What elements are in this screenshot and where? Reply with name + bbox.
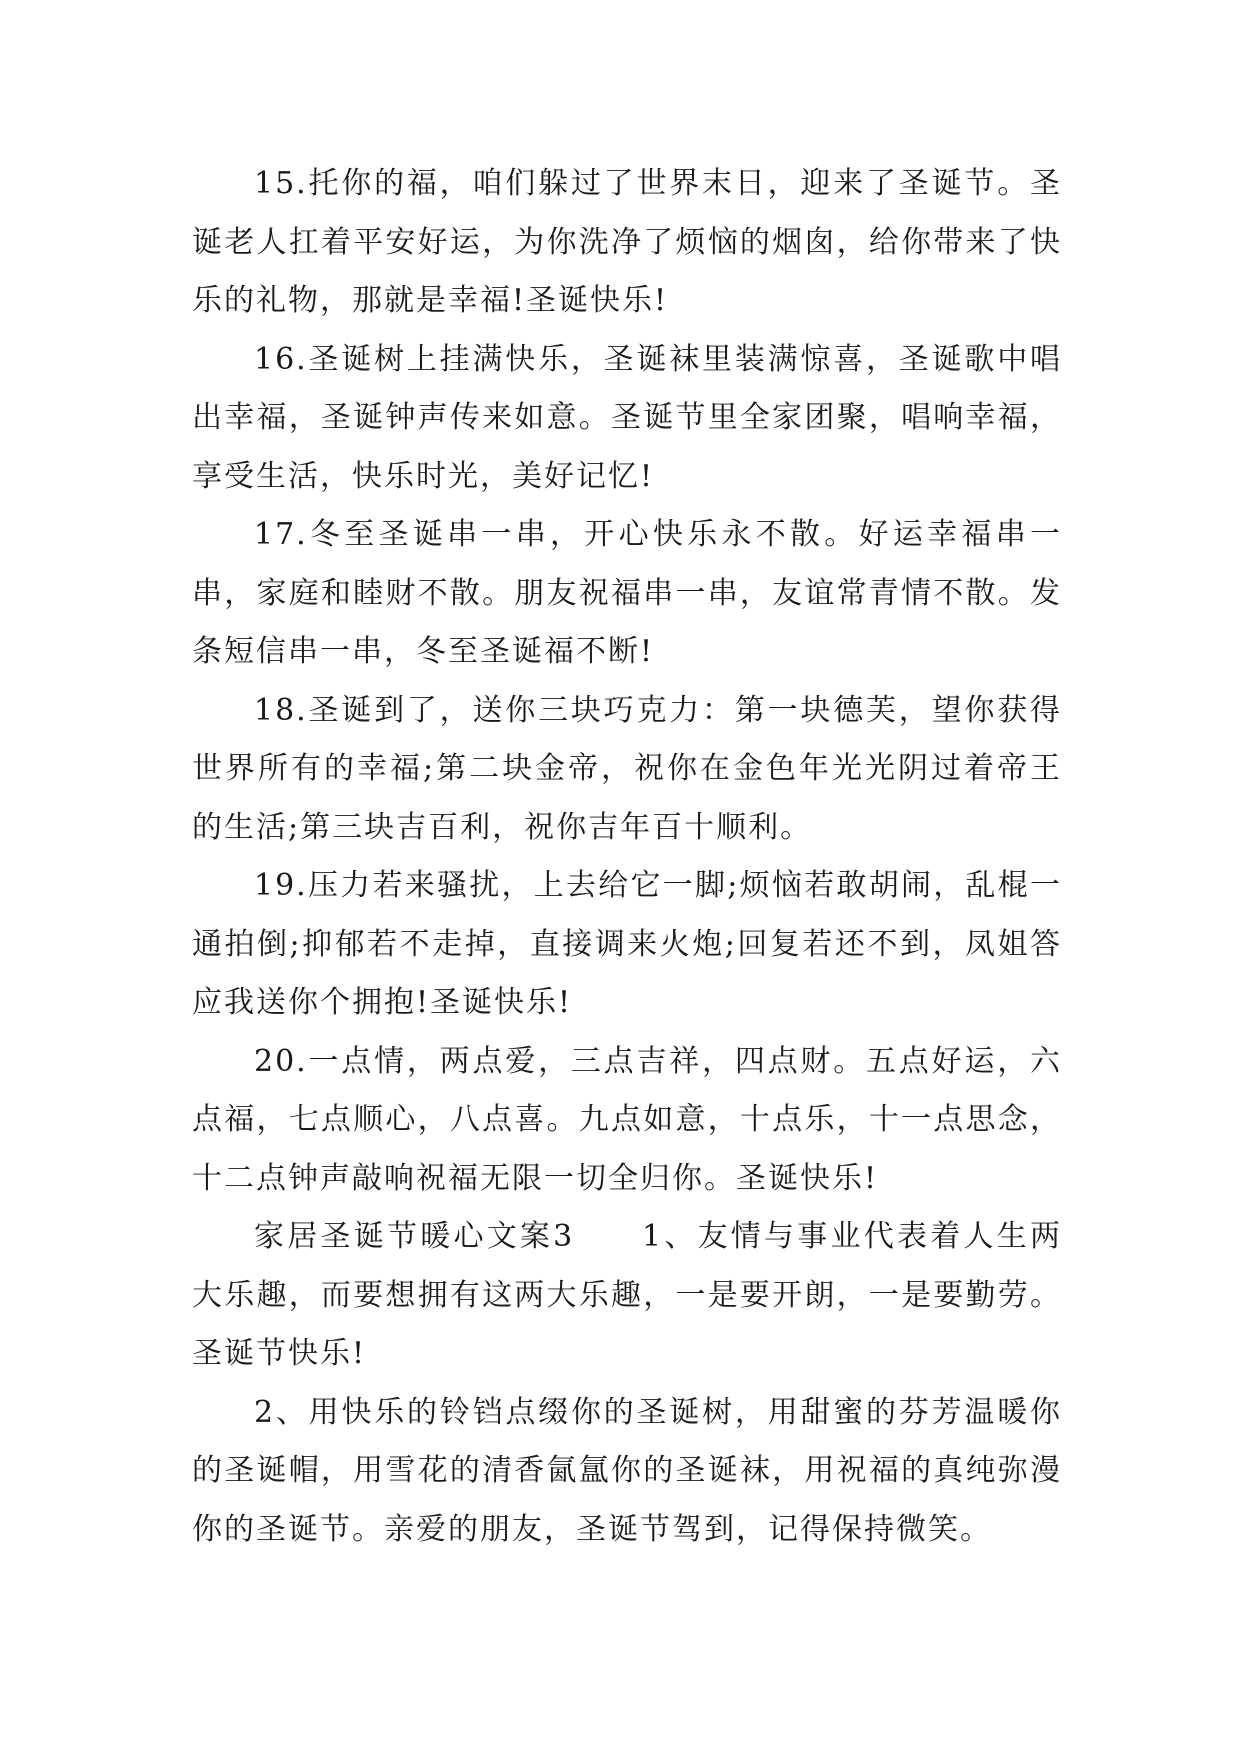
paragraph-15: 15.托你的福，咱们躲过了世界末日，迎来了圣诞节。圣诞老人扛着平安好运，为你洗净了烦恼的烟囱，给你带来了快乐的礼物，那就是幸福!圣诞快乐! [192,166,1062,318]
paragraph-16: 16.圣诞树上挂满快乐，圣诞袜里装满惊喜，圣诞歌中唱出幸福，圣诞钟声传来如意。圣诞节里全家团聚，唱响幸福，享受生活，快乐时光，美好记忆! [192,341,1062,494]
section-heading-paragraph: 家居圣诞节暖心文案3 1、友情与事业代表着人生两大乐趣，而要想拥有这两大乐趣，一是要开朗，一是要勤劳。圣诞节快乐! [192,1219,1062,1371]
paragraph-20: 20.一点情，两点爱，三点吉祥，四点财。五点好运，六点福，七点顺心，八点喜。九点如意，十点乐，十一点思念，十二点钟声敲响祝福无限一切全归你。圣诞快乐! [192,1043,1062,1196]
paragraph-19: 19.压力若来骚扰，上去给它一脚;烦恼若敢胡闹，乱棍一通拍倒;抑郁若不走掉，直接调来火炮;回复若还不到，凤姐答应我送你个拥抱!圣诞快乐! [192,868,1062,1020]
paragraph-2: 2、用快乐的铃铛点缀你的圣诞树，用甜蜜的芬芳温暖你的圣诞帽，用雪花的清香氤氲你的圣诞袜，用祝福的真纯弥漫你的圣诞节。亲爱的朋友，圣诞节驾到，记得保持微笑。 [192,1394,1062,1547]
document-body [192,155,1062,1559]
paragraph-18: 18.圣诞到了，送你三块巧克力：第一块德芙，望你获得世界所有的幸福;第二块金帝，祝你在金色年光光阴过着帝王的生活;第三块吉百利，祝你吉年百十顺利。 [192,692,1062,845]
paragraph-17: 17.冬至圣诞串一串，开心快乐永不散。好运幸福串一串，家庭和睦财不散。朋友祝福串一串，友谊常青情不散。发条短信串一串，冬至圣诞福不断! [192,517,1062,669]
